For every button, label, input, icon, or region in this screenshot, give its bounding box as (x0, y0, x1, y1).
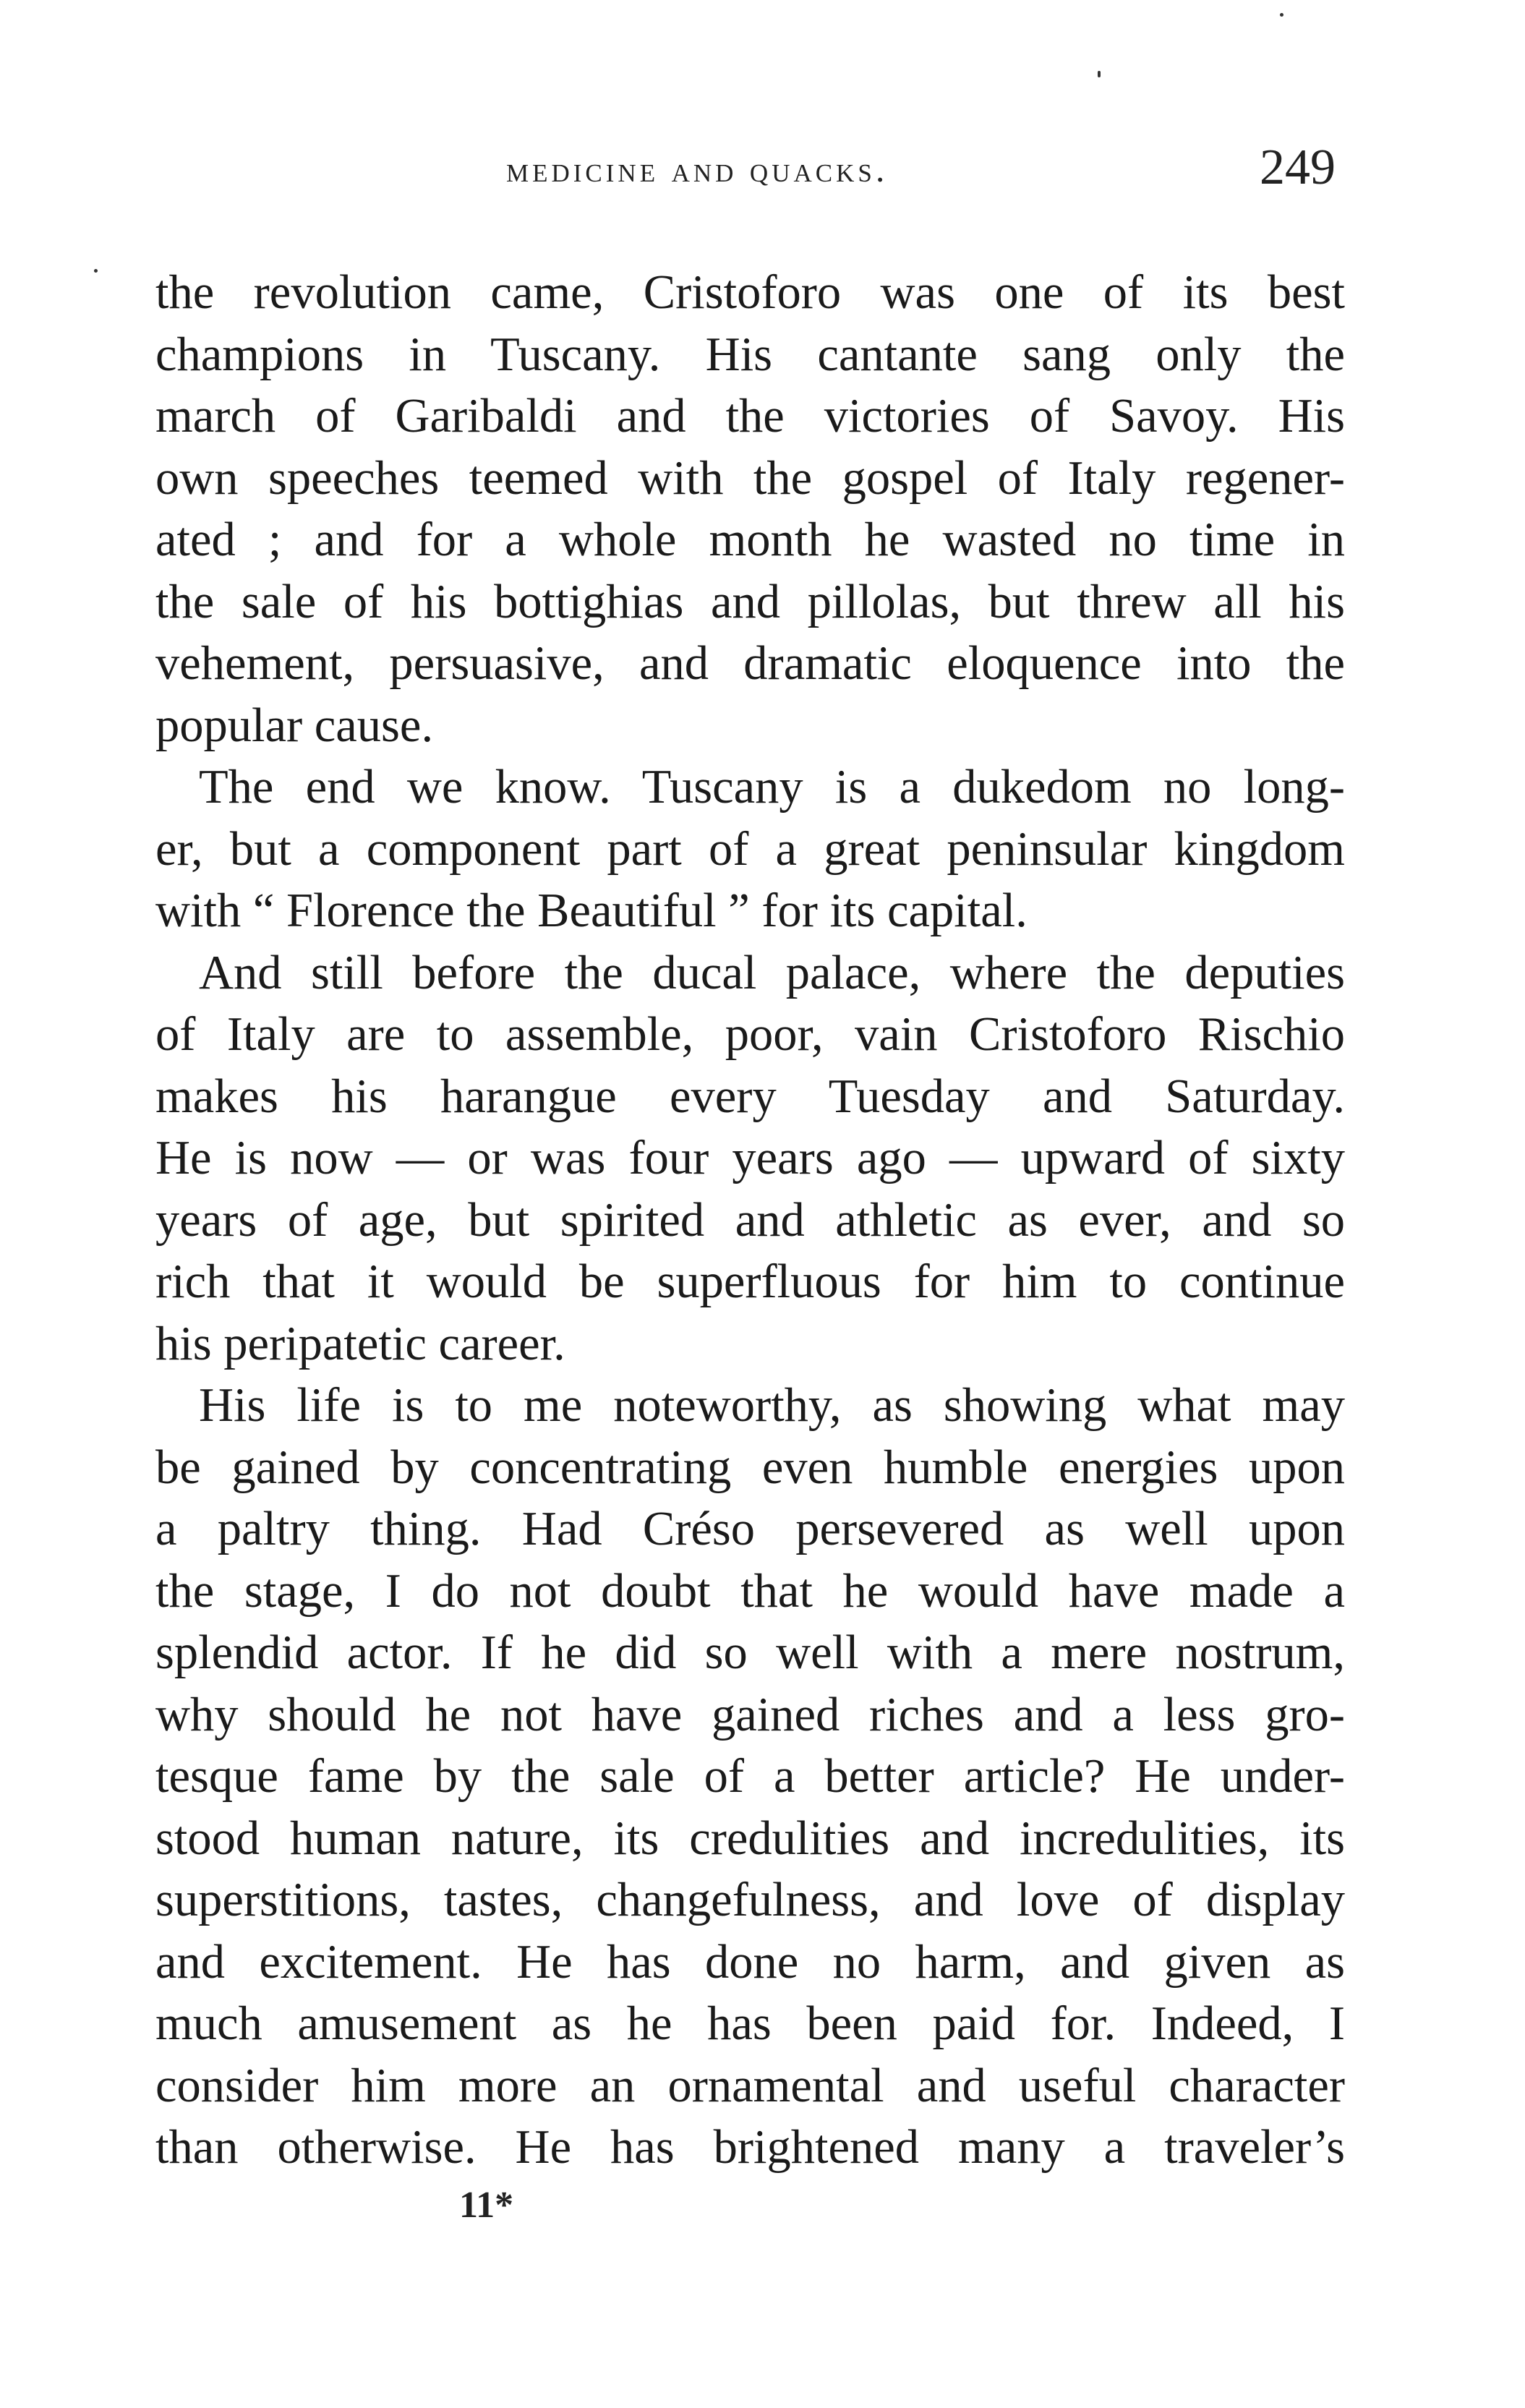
body-text (155, 262, 1345, 2179)
text-line: the revolution came, Cristoforo was one of its best (155, 266, 1345, 319)
text-line: of Italy are to assemble, poor, vain Cristoforo Rischio (155, 1008, 1345, 1061)
text-line: with “ Florence the Beautiful ” for its capital. (155, 884, 1028, 937)
text-line: ated ; and for a whole month he wasted no time in (155, 513, 1345, 566)
text-line: march of Garibaldi and the victories of Savoy. His (155, 390, 1345, 443)
paragraph-first-line: The end we know. Tuscany is a dukedom no long- (199, 761, 1345, 814)
scan-speck (1098, 71, 1101, 77)
text-line: be gained by concentrating even humble energies upon (155, 1440, 1345, 1494)
text-line: the stage, I do not doubt that he would have made a (155, 1564, 1345, 1618)
text-line: er, but a component part of a great peninsular kingdom (155, 822, 1345, 876)
text-line: He is now — or was four years ago — upward of sixty (155, 1132, 1345, 1184)
text-line: rich that it would be superfluous for him to continue (155, 1255, 1345, 1308)
text-line: makes his harangue every Tuesday and Saturday. (155, 1069, 1345, 1123)
scan-speck (94, 269, 98, 273)
text-line: than otherwise. He has brightened many a traveler’s (155, 2121, 1345, 2174)
page-number: 249 (1260, 140, 1336, 195)
text-line: much amusement as he has been paid for. Indeed, I (155, 1997, 1345, 2050)
scan-speck (1280, 13, 1283, 17)
text-line: the sale of his bottighias and pillolas, but threw all his (155, 575, 1345, 628)
signature-mark: 11* (459, 2185, 514, 2226)
text-line: consider him more an ornamental and useful character (155, 2059, 1345, 2112)
text-line: splendid actor. If he did so well with a mere nostrum, (155, 1626, 1345, 1679)
text-line: stood human nature, its credulities and incredulities, its (155, 1811, 1345, 1865)
text-line: a paltry thing. Had Créso persevered as well upon (155, 1503, 1345, 1555)
text-line: years of age, but spirited and athletic as ever, and so (155, 1193, 1345, 1247)
text-line: why should he not have gained riches and a less gro- (155, 1688, 1345, 1741)
text-line: his peripatetic career. (155, 1317, 565, 1370)
text-line: champions in Tuscany. His cantante sang only the (155, 328, 1345, 381)
text-line: superstitions, tastes, changefulness, and love of display (155, 1874, 1345, 1926)
text-line: vehement, persuasive, and dramatic eloquence into the (155, 637, 1345, 690)
text-line: tesque fame by the sale of a better article? He under- (155, 1750, 1345, 1803)
paragraph-first-line: His life is to me noteworthy, as showing what may (199, 1379, 1345, 1432)
running-head-title: medicine and quacks. (506, 149, 889, 189)
text-line: own speeches teemed with the gospel of Italy regener- (155, 451, 1345, 505)
text-line: and excitement. He has done no harm, and given as (155, 1935, 1345, 1989)
paragraph-first-line: And still before the ducal palace, where the deputies (199, 946, 1345, 999)
text-line: popular cause. (155, 699, 434, 752)
